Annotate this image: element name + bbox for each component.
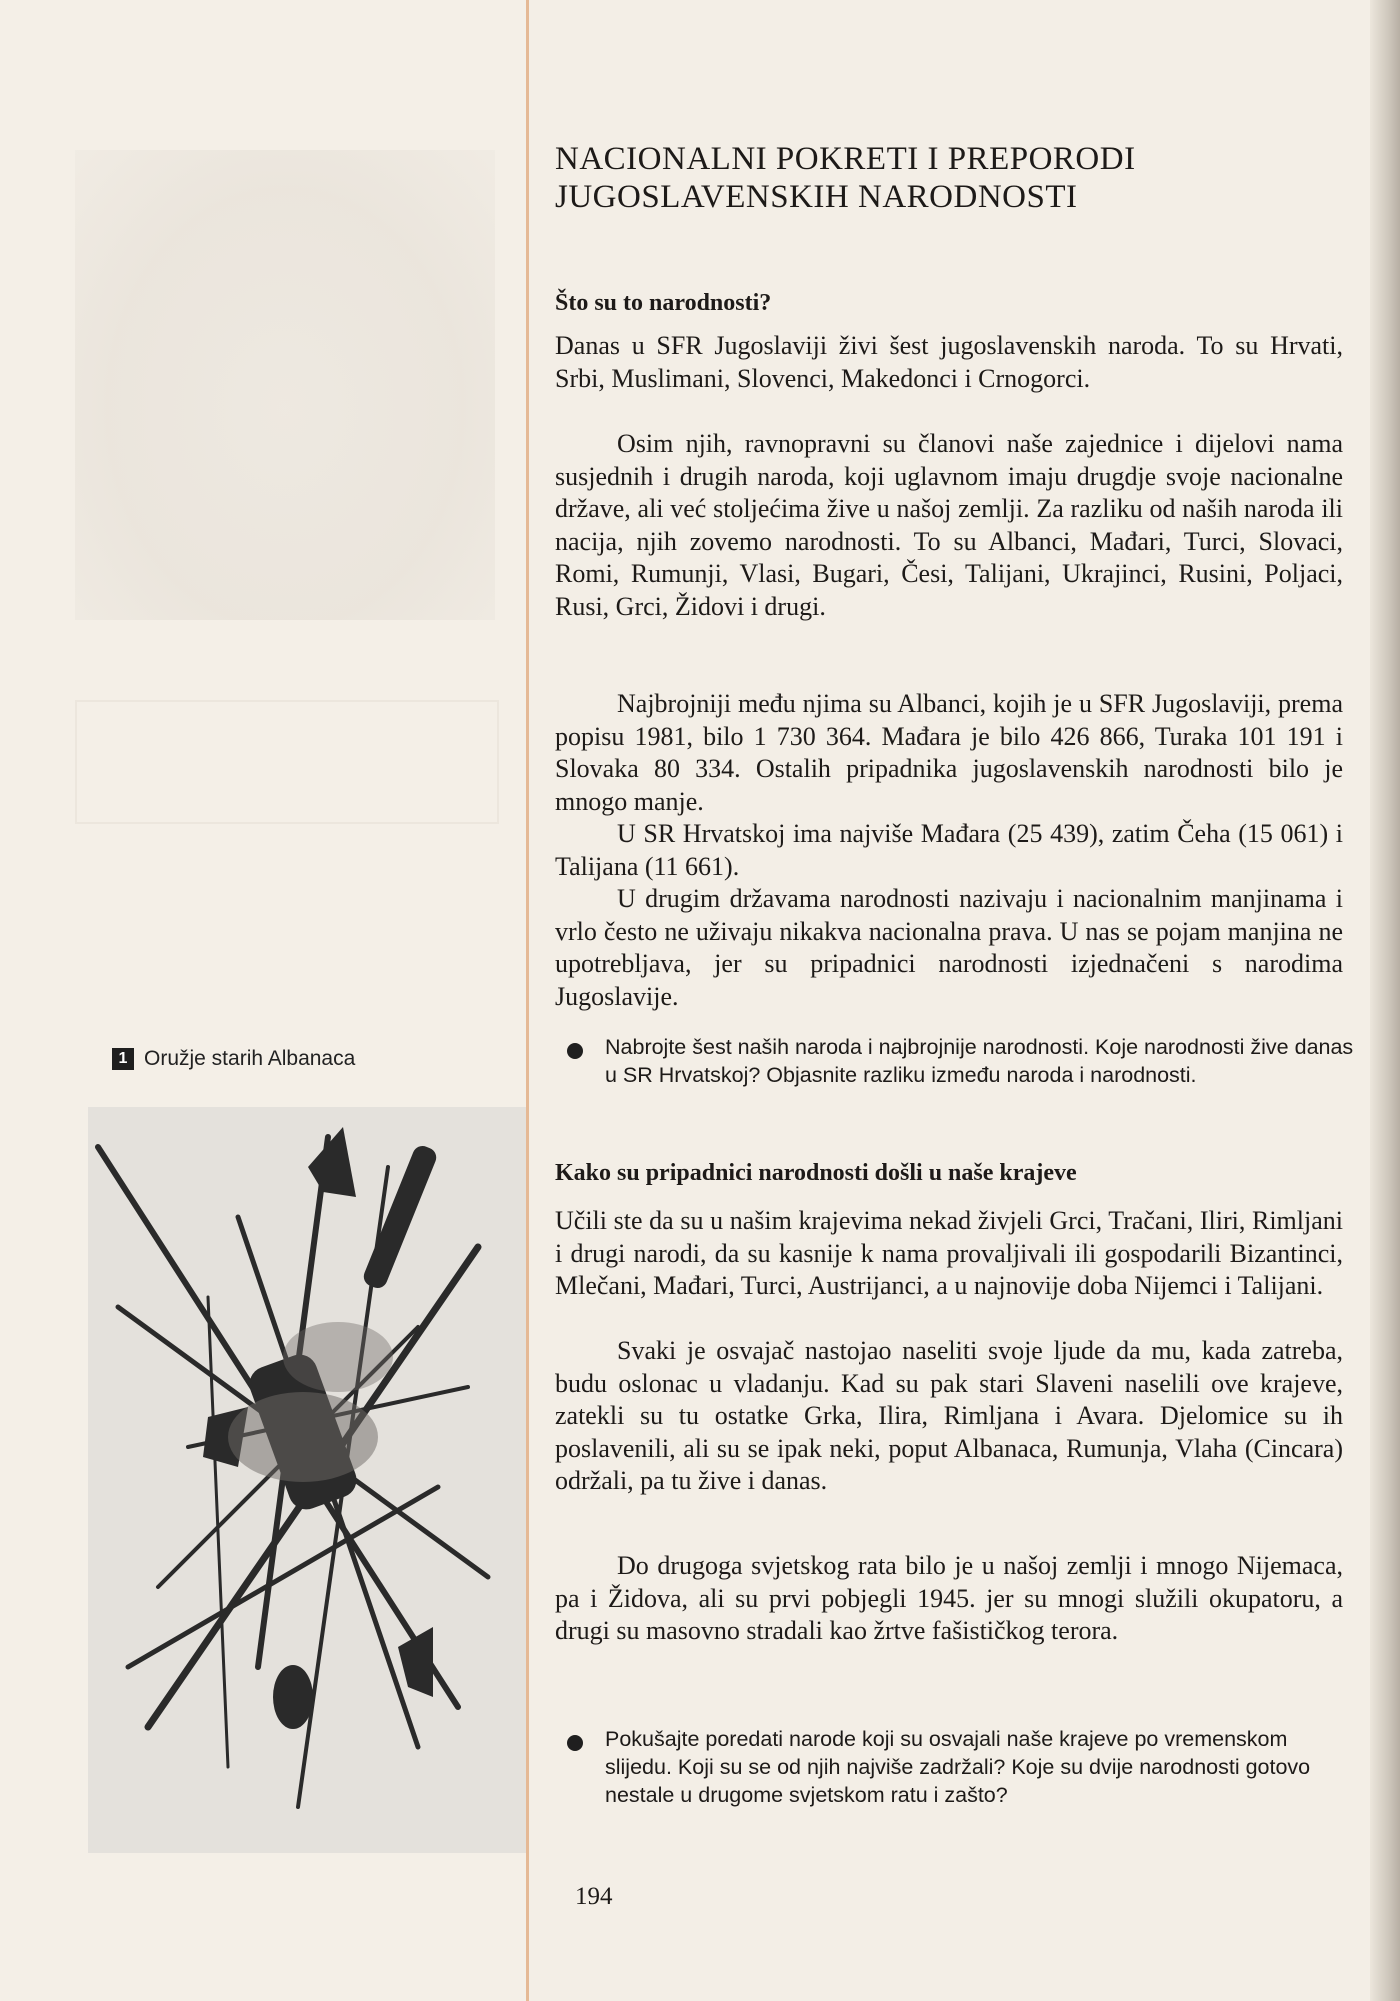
- chapter-title-line-2: JUGOSLAVENSKIH NARODNOSTI: [555, 179, 1078, 215]
- section-heading-pripadnici: Kako su pripadnici narodnosti došli u naše krajeve: [555, 1160, 1077, 1186]
- paragraph-6: Učili ste da su u našim krajevima nekad živjeli Grci, Tračani, Iliri, Rimljani i drugi narodi, da su kasnije k nama provaljivali ili gospodarili Bizantinci, Mlečani, Mađari, Turci, Austrijanci, a u najnovije doba Nijemci i Talijani.: [555, 1206, 1343, 1300]
- section-heading-narodnosti: Što su to narodnosti?: [555, 290, 772, 316]
- figure-number-badge: 1: [112, 1048, 134, 1070]
- paragraph-3: Najbrojniji među njima su Albanci, kojih je u SFR Jugoslaviji, prema popisu 1981, bilo 1 730 364. Mađara je bilo 426 866, Turaka 101 191 i Slovaka 80 334. Ostalih pripadnika jugoslavenskih narodnosti bilo je mnogo manje.: [555, 689, 1343, 816]
- show-through-portrait: [75, 150, 495, 620]
- question-block-2: [555, 1725, 1355, 1809]
- page-edge: [1370, 0, 1400, 2001]
- show-through-caption-box: [75, 700, 499, 824]
- paragraph-8: Do drugoga svjetskog rata bilo je u našoj zemlji i mnogo Nijemaca, pa i Židova, ali su prvi pobjegli 1945. jer su mnogi služili okupatoru, a drugi su masovno stradali kao žrtve fašističkog terora.: [555, 1551, 1343, 1645]
- chapter-title-line-1: NACIONALNI POKRETI I PREPORODI: [555, 141, 1136, 177]
- paragraph-7: Svaki je osvajač nastojao naseliti svoje ljude da mu, kada zatreba, budu oslonac u vladanju. Kad su pak stari Slaveni naselili ove krajeve, zatekli su tu ostatke Grka, Ilira, Rimljana i Avara. Djelomice su ih poslavenili, ali su se ipak neki, poput Albanaca, Rumunja, Vlaha (Cincara) održali, pa tu žive i danas.: [555, 1336, 1343, 1495]
- question-1-text: Nabrojte šest naših naroda i najbrojnije narodnosti. Koje narodnosti žive danas u SR Hrvatskoj? Objasnite razliku između naroda i narodnosti.: [605, 1035, 1354, 1087]
- chapter-title: [555, 140, 1343, 216]
- column-divider: [526, 0, 529, 2001]
- paragraph-4: U SR Hrvatskoj ima najviše Mađara (25 439), zatim Čeha (15 061) i Talijana (11 661).: [555, 819, 1343, 881]
- paragraph-2: Osim njih, ravnopravni su članovi naše zajednice i dijelovi nama susjednih i drugih naroda, koji uglavnom imaju drugdje svoje nacionalne države, ali već stoljećima žive u našoj zemlji. Za razliku od naših naroda ili nacija, njih zovemo narodnosti. To su Albanci, Mađari, Turci, Slovaci, Romi, Rumunji, Vlasi, Bugari, Česi, Talijani, Ukrajinci, Rusini, Poljaci, Rusi, Grci, Židovi i drugi.: [555, 429, 1343, 621]
- bullet-icon: [567, 1735, 583, 1751]
- question-block-1: [555, 1033, 1355, 1089]
- main-text-column: [555, 140, 1354, 1807]
- figure-caption-text: Oružje starih Albanaca: [144, 1047, 356, 1070]
- albanian-weapons-illustration: [88, 1107, 526, 1853]
- figure-caption: [112, 1047, 355, 1071]
- weapons-drawing: [88, 1107, 526, 1853]
- paragraph-5: U drugim državama narodnosti nazivaju i nacionalnim manjinama i vrlo često ne uživaju nikakva nacionalna prava. U nas se pojam manjina ne upotrebljava, jer su pripadnici narodnosti izjednačeni s narodima Jugoslavije.: [555, 884, 1343, 1011]
- page-number: 194: [575, 1883, 613, 1910]
- question-2-text: Pokušajte poredati narode koji su osvajali naše krajeve po vremenskom slijedu. Koji su se od njih najviše zadržali? Koje su dvije narodnosti gotovo nestale u drugome svjetskom ratu i zašto?: [605, 1727, 1311, 1807]
- bullet-icon: [567, 1043, 583, 1059]
- paragraph-1: Danas u SFR Jugoslaviji živi šest jugoslavenskih naroda. To su Hrvati, Srbi, Muslimani, Slovenci, Makedonci i Crnogorci.: [555, 331, 1343, 393]
